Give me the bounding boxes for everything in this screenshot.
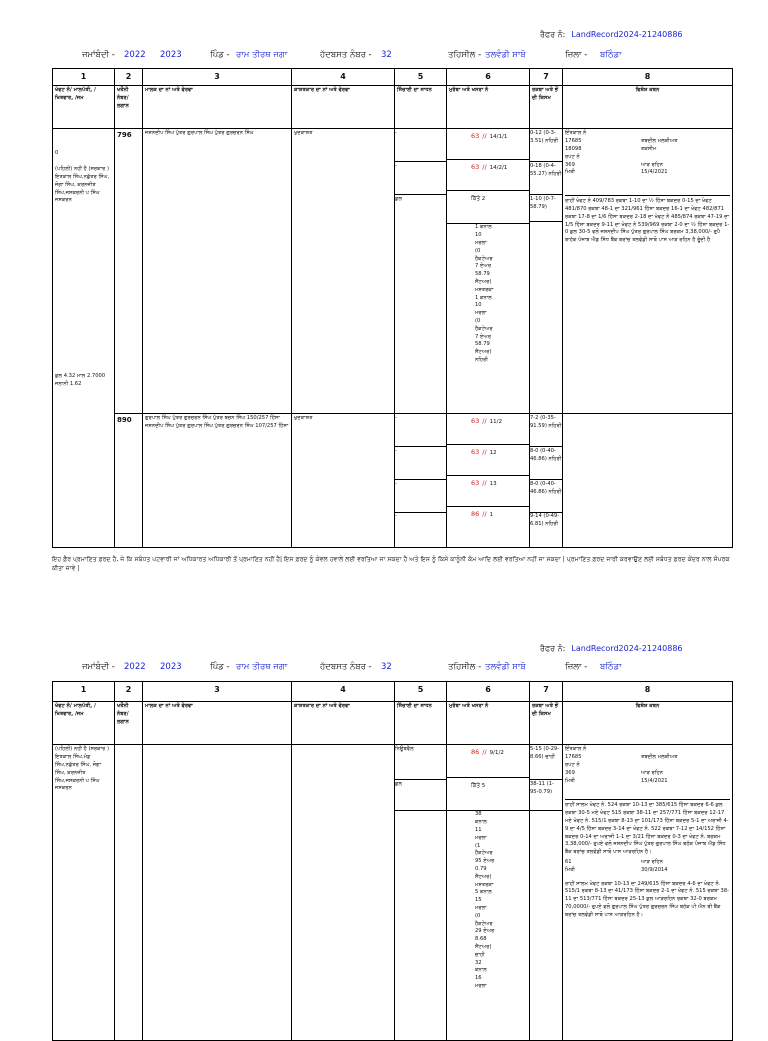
col-header-khewat: ਖੇਵਟ ਨੰ/ ਮਾਲਪੱਤੀ, /ਖਿਤਵਾਰ, /ਜਮ <box>53 86 115 129</box>
year-start: 2022 <box>124 50 146 60</box>
col-number: 4 <box>292 69 395 86</box>
khasra-number: 14/1/1 <box>489 134 508 141</box>
khatoni-cell <box>115 414 143 548</box>
khasra-entry: 63 // 14/2/1 <box>447 160 529 191</box>
remark-text: ਰਾਹੀਂ ਖੇਵਟ ਨੰ 409/783 ਰਕਬਾ 1-10 ਦਾ ½ ਹਿੱਸਾ ਬਕਦਰ 0-15 ਦਾ ਖੇਵਟ 481/870 ਰਕਬਾ 48-1 ਦਾ 321/961 ਹਿੱਸਾ ਬਕਦਰ 16-1 ਦਾ ਖੇਵਟ 482/871 ਰਕਬਾ 17-8 ਦਾ 1/6 ਹਿੱਸਾ ਬਕਦਰ 2-18 ਦਾ ਖੇਵਟ ਨੰ 485/874 ਰਕਬਾ 47-19 ਦਾ 1/5 ਹਿੱਸਾ ਬਕਦਰ 9-11 ਦਾ ਖੇਵਟ ਨੰ 539/969 ਰਕਬਾ 2-0 ਦਾ ½ ਹਿੱਸਾ ਬਕਦਰ 1-0 ਕੁਲ 30-5 ਵਲੋ ਜਸ਼ਨਦੀਪ ਸਿੰਘ ਪੁੱਤਰ ਗੁਰਪਾਲ ਸਿੰਘ ਬਰਕਮ 3,38,000/- ਰੁਪੈ ਬਾਹੱਕ ਪੰਜਾਬ ਐਂਡ ਸਿੰਧ ਬੈਂਕ ਬਰਾਂਚ ਤਲਵੰਡੀ ਸਾਬੋ ਪਾਸ ਆੜ ਰਹਿਨ ਹੈ ਰੂੰਦੀ ਹੈ <box>565 195 730 245</box>
col-number: 2 <box>115 69 143 86</box>
remarks-cell <box>563 414 733 548</box>
irrigation-value: ਕੁਲ <box>395 196 403 203</box>
col-number: 1 <box>53 69 115 86</box>
village-value: ਰਾਮ ਤੀਰਥ ਜਗਾ <box>236 50 288 60</box>
tenant-cell: ਖੁਦਕਾਸ਼ਤ <box>292 129 395 414</box>
disclaimer-note: ਇਹ ਫ਼ੈਰ ਪ੍ਰਮਾਣਿਤ ਫ਼ਰਦ ਹੈ, ਜੇ ਕਿ ਸਬੰਧਤ ਪਟਵਾਰੀ ਜਾਂ ਅਧਿਕਾਰਤ ਅਧਿਕਾਰੀ ਤੋਂ ਪ੍ਰਮਾਣਿਤ ਨਹੀਂ ਹੈ| ਇਸ ਫ਼ਰਦ ਨੂੰ ਕੇਵਲ ਹਵਾਲੇ ਲਈ ਵਰਤਿਆ ਜਾ ਸਕਦਾ ਹੈ ਅਤੇ ਇਸ ਨੂੰ ਕਿਸੇ ਕਾਨੂੰਨੀ ਕੰਮ ਆਦਿ ਲਈ ਵਰਤਿਆ ਨਹੀਂ ਜਾ ਸਕਦਾ | ਪ੍ਰਮਾਣਿਤ ਫ਼ਰਦ ਜਾਰੀ ਕਰਵਾਉਣ ਲਈ ਸਬੰਧਤ ਫ਼ਰਦ ਕੇਂਦਰ ਨਾਲ ਸੰਪਰਕ ਕੀਤਾ ਜਾਵੇ | <box>52 556 730 572</box>
reference-value: LandRecord2024-21240886 <box>571 30 683 39</box>
jamabandi-table-page1 <box>52 68 733 548</box>
area-summary: 38 ਕਨਾਲ 11 ਮਰਲਾ (1 ਹੈਕਟੇਅਰ 95 ਏਅਰ 0.79 ਸੈਂਟਅਰ) ਮਸ਼ਤਰਕਾ 5 ਕਨਾਲ 15 ਮਰਲਾ (0 ਹੈਕਟੇਅਰ 29 ਏਅਰ 8.68 ਸੈਂਟਅਰ) ਚਾਹੀ 32 ਕਨਾਲ 16 ਮਰਲਾ <box>475 811 495 989</box>
col-number: 7 <box>530 69 563 86</box>
khasra-entry: 63 // 14/1/1 <box>447 129 529 160</box>
village-label: ਪਿੰਡ - <box>210 50 230 60</box>
jamabandi-label: ਜਮਾਂਬੰਦੀ - <box>82 50 115 60</box>
irrigation-cell: ਨਿਊਬਵੈਲ ਕੁਲ <box>395 745 447 1041</box>
tehsil-value: ਤਲਵੰਡੀ ਸਾਬੋ <box>485 50 526 60</box>
tenant-cell: ਖੁਦਕਾਸ਼ਤ <box>292 414 395 548</box>
khatoni-cell <box>115 745 143 1041</box>
khasra-cell <box>447 129 530 414</box>
area-summary: 1 ਕਨਾਲ 10 ਮਰਲਾ (0 ਹੈਕਟੇਅਰ 7 ਏਅਰ 58.79 ਸੈਂਟਅਰ) ਮਸ਼ਤਰਕਾ 1 ਕਨਾਲ 10 ਮਰਲਾ (0 ਹੈਕਟੇਅਰ 7 ਏਅਰ 58.79 ਸੈਂਟਅਰ) ਨਹਿਰੀ <box>475 224 494 363</box>
khewat-total: ਕੁਲ 4.32 ਮਾਲ 2.7000 ਜਲਾਨੀ 1.62 <box>55 373 106 388</box>
khasra-cell: 63 // 11/2 63 // 12 63 // 13 86 // 1 <box>447 414 530 548</box>
murabba-number: 63 <box>471 132 480 141</box>
col-header-remarks: ਵਿਸ਼ੇਸ਼ ਕਥਨ <box>563 86 733 129</box>
year-end: 2023 <box>160 50 182 60</box>
hadbast-label: ਹੱਦਬਸਤ ਨੰਬਰ - <box>320 50 372 60</box>
khewat-cell <box>53 129 115 548</box>
owner-cell <box>143 745 292 1041</box>
khatoni-number: 890 <box>117 416 132 425</box>
jamabandi-table-page2: 1 2 3 4 5 6 7 8 ਖੇਵਟ ਨੰ/ ਮਾਲਪੱਤੀ, /ਖਿਤਵਾਰ, /ਜਮ ਖਤੌਨੀ ਨੰਬਰ/ ਲਗਾਨ ਮਾਲਕ ਦਾ ਨਾਂ ਅਤੇ ਵੇਰਵਾ ਕਾਸ਼ਤਕਾਰ ਦਾ ਨਾਂ ਅਤੇ ਵੇਰਵਾ ਸਿੰਚਾਈ ਦਾ ਸਾਧਨ ਮੁਰੱਬਾ ਅਤੇ ਖਸਰਾ ਨੰ ਰਕਬਾ ਅਤੇ ਭੋਂ ਦੀ ਕਿਸਮ ਵਿਸ਼ੇਸ਼ ਕਥਨ (ਪਹਿਲੀ) ਨਹੀਂ ਹੈ (ਸਰਕਾਰ ) ਇਤਕਾਲ ਸਿੰਘ,ਮੰਡ ਸਿੰਘ,ਨਛੱਤਰ ਸਿੰਘ, ਜੋਗਾ ਸਿੰਘ, ਕਰਨਜੀਤ ਸਿੰਘ,ਜਸਕਰਨੀ ਪ ਸਿੰਘ ਜਸਕਰਨ ਨਿਊਬਵੈਲ ਕੁਲ 86 // 9/1/2 ਕਿੱਤੇ 5 38 ਕਨਾਲ 11 ਮਰਲਾ (1 ਹੈਕਟੇਅਰ 95 ਏਅਰ 0.79 ਸੈਂਟਅਰ) ਮਸ਼ਤਰਕਾ 5 ਕਨਾਲ 15 ਮਰਲਾ (0 ਹੈਕਟੇਅਰ 29 ਏਅਰ 8.68 ਸੈਂਟਅਰ) ਚਾਹੀ 32 ਕਨਾਲ 16 ਮਰਲਾ 5-15 (0-29-8.66) ਚਾਹੀ 38-11 (1-95-0.79) ਇੰਤਕਾਲ ਨੰ 17685 ਤਬਦੀਲ ਮਲਕੀਅਤ ਰਪਟ ਨੰ 369 ਆੜ ਰਹਿਨ ਮਿਤੀ 15/4/2021 ਰਾਹੀਂ ਸਾਲਮ ਖੇਵਟ ਨੰ. 524 ਰਕਬਾ 10-13 ਦਾ 385/615 ਹਿੱਸਾ ਬਕਦਰ 6-6 ਕੁਲ ਰਕਬਾ 30-5 ਮਏ ਖੇਵਟ 515 ਰਕਬਾ 38-11 ਦਾ 257/771 ਹਿੱਸਾ ਬਕਦਰ 12-17 ਮਏ ਖੇਵਟ ਨੰ. 515/1 ਰਕਬਾ 8-13 ਦਾ 101/173 ਹਿੱਸਾ ਬਕਦਰ 5-1 ਦਾ ਅਰਾਜੀ 4-9 ਦਾ 4/5 ਹਿੱਸਾ ਬਕਦਰ 3-14 ਦਾ ਖੇਵਟ ਨੰ. 522 ਰਕਬਾ 7-12 ਦਾ 14/152 ਹਿੱਸਾ ਬਕਦਰ 0-14 ਦਾ ਅਰਾਜੀ 1-1 ਦਾ 3/21 ਹਿੱਸਾ ਬਕਦਰ 0-3 ਦਾ ਖੇਵਟ ਨੰ. ਬਰਕਮ 3,38,000/- ਰੁਪਏ ਵਲੋ ਜਸ਼ਨਦੀਪ ਸਿੰਘ ਪੁੱਤਰ ਗੁਰਪਾਲ ਸਿੰਘ ਬਹੱਕ ਪੰਜਾਬ ਐਂਡ ਸਿੰਧ ਬੈਂਕ ਬਰਾਂਚ ਤਲਵੰਡੀ ਸਾਬੋ ਪਾਸ ਆੜਰਹਿਨ ਹੈ। 61 ਆੜ ਰਹਿਨ ਮਿਤੀ 30/9/2014 ਰਾਹੀਂ ਸਾਲਮ ਖੇਵਟ ਰਕਬਾ 10-13 ਦਾ 249/615 ਹਿੱਸਾ ਬਕਦਰ 4-6 ਦਾ ਖੇਵਟ ਨੰ. 515/1 ਰਕਬਾ 8-13 ਦਾ 41/173 ਹਿੱਸਾ ਬਕਦਰ 2-1 ਦਾ ਖੇਵਟ ਨੰ. 515 ਰਕਬਾ 38-11 ਦਾ 513/771 ਹਿੱਸਾ ਬਕਦਰ 25-13 ਕੁਲ ਆੜਰਹਿਨ ਰਕਬਾ 32-0 ਬਰਕਮ 70,0000/- ਰੁਪਏ ਵਲੋ ਗੁਰਪਾਲ ਸਿੰਘ ਪੁੱਤਰ ਗੁਰਚਰਨ ਸਿੰਘ ਬਹੱਕ ਪੀ ਐਨ ਬੀ ਬੈਂਕ ਬਰਾਂਚ ਤਲਵੰਡੀ ਸਾਬੋ ਪਾਸ ਆੜਰਹਿਨ ਹੈ। <box>52 681 733 1041</box>
area-value: 1-10 (0-7-58.79) <box>530 195 562 222</box>
khewat-cell: (ਪਹਿਲੀ) ਨਹੀਂ ਹੈ (ਸਰਕਾਰ ) ਇਤਕਾਲ ਸਿੰਘ,ਮੰਡ ਸਿੰਘ,ਨਛੱਤਰ ਸਿੰਘ, ਜੋਗਾ ਸਿੰਘ, ਕਰਨਜੀਤ ਸਿੰਘ,ਜਸਕਰਨੀ ਪ ਸਿੰਘ ਜਸਕਰਨ <box>53 745 115 1041</box>
area-value: 0-18 (0-4-55.27) ਨਹਿਰੀ <box>530 162 562 195</box>
col-number: 5 <box>395 69 447 86</box>
khasra-number: 14/2/1 <box>489 165 508 172</box>
khewat-value: 0 <box>55 150 59 157</box>
area-cell: 7-2 (0-35-91.59) ਨਹਿਰੀ 8-0 (0-40-46.86) ਨਹਿਰੀ 8-0 (0-40-46.86) ਨਹਿਰੀ 9-14 (0-49-6.81) ਨਹਿਰੀ <box>530 414 563 548</box>
irrigation-value: - <box>395 129 446 162</box>
khewat-description: (ਪਹਿਲੀ) ਨਹੀਂ ਹੈ (ਸਰਕਾਰ ) ਇਤਕਾਲ ਸਿੰਘ,ਨਛੱਤਰ ਸਿੰਘ, ਜੋਗਾ ਸਿੰਘ, ਕਰਨਜੀਤ ਸਿੰਘ,ਜਸਕਰਨੀ ਪ ਸਿੰਘ ਜਸਕਰਨ <box>55 166 110 204</box>
owner-cell: ਗੁਰਪਾਲ ਸਿੰਘ ਪੁੱਤਰ ਗੁਰਚਰਨ ਸਿੰਘ ਪੁੱਤਰ ਬਚਨ ਸਿੰਘ 150/257 ਹਿੱਸਾ ਜਸ਼ਨਦੀਪ ਸਿੰਘ ਪੁੱਤਰ ਗੁਰਪਾਲ ਸਿੰਘ ਪੁੱਤਰ ਗੁਰਚਰਨ ਸਿੰਘ 107/257 ਹਿੱਸਾ <box>143 414 292 548</box>
hadbast-value: 32 <box>381 50 392 60</box>
district-label: ਜ਼ਿਲਾ - <box>565 50 588 60</box>
tehsil-label: ਤਹਿਸੀਲ - <box>448 50 482 60</box>
col-number: 6 <box>447 69 530 86</box>
area-cell: 5-15 (0-29-8.66) ਚਾਹੀ 38-11 (1-95-0.79) <box>530 745 563 1041</box>
remark-text: ਰਾਹੀਂ ਸਾਲਮ ਖੇਵਟ ਨੰ. 524 ਰਕਬਾ 10-13 ਦਾ 385/615 ਹਿੱਸਾ ਬਕਦਰ 6-6 ਕੁਲ ਰਕਬਾ 30-5 ਮਏ ਖੇਵਟ 515 ਰਕਬਾ 38-11 ਦਾ 257/771 ਹਿੱਸਾ ਬਕਦਰ 12-17 ਮਏ ਖੇਵਟ ਨੰ. 515/1 ਰਕਬਾ 8-13 ਦਾ 101/173 ਹਿੱਸਾ ਬਕਦਰ 5-1 ਦਾ ਅਰਾਜੀ 4-9 ਦਾ 4/5 ਹਿੱਸਾ ਬਕਦਰ 3-14 ਦਾ ਖੇਵਟ ਨੰ. 522 ਰਕਬਾ 7-12 ਦਾ 14/152 ਹਿੱਸਾ ਬਕਦਰ 0-14 ਦਾ ਅਰਾਜੀ 1-1 ਦਾ 3/21 ਹਿੱਸਾ ਬਕਦਰ 0-3 ਦਾ ਖੇਵਟ ਨੰ. ਬਰਕਮ 3,38,000/- ਰੁਪਏ ਵਲੋ ਜਸ਼ਨਦੀਪ ਸਿੰਘ ਪੁੱਤਰ ਗੁਰਪਾਲ ਸਿੰਘ ਬਹੱਕ ਪੰਜਾਬ ਐਂਡ ਸਿੰਧ ਬੈਂਕ ਬਰਾਂਚ ਤਲਵੰਡੀ ਸਾਬੋ ਪਾਸ ਆੜਰਹਿਨ ਹੈ। <box>565 799 730 857</box>
tenant-cell <box>292 745 395 1041</box>
reference-number: ਰੈਫਰ ਨੰ: LandRecord2024-21240886 <box>540 644 683 653</box>
col-number: 3 <box>143 69 292 86</box>
reference-number <box>540 30 683 40</box>
area-cell <box>530 129 563 414</box>
khatoni-number: 796 <box>117 131 132 140</box>
col-header-irrigation: ਸਿੰਚਾਈ ਦਾ ਸਾਧਨ <box>395 86 447 129</box>
col-header-khatoni: ਖਤੌਨੀ ਨੰਬਰ/ ਲਗਾਨ <box>115 86 143 129</box>
owner-cell: ਜਸ਼ਨਦੀਪ ਸਿੰਘ ਪੁੱਤਰ ਗੁਰਪਾਲ ਸਿੰਘ ਪੁੱਤਰ ਗੁਰਚਰਨ ਸਿੰਘ <box>143 129 292 414</box>
irrigation-value: - <box>395 162 446 195</box>
col-header-tenant: ਕਾਸ਼ਤਕਾਰ ਦਾ ਨਾਂ ਅਤੇ ਵੇਰਵਾ <box>292 86 395 129</box>
col-header-area: ਰਕਬਾ ਅਤੇ ਭੋਂ ਦੀ ਕਿਸਮ <box>530 86 563 129</box>
col-number: 8 <box>563 69 733 86</box>
murabba-number: 63 <box>471 163 480 172</box>
khasra-cell: 86 // 9/1/2 ਕਿੱਤੇ 5 38 ਕਨਾਲ 11 ਮਰਲਾ (1 ਹੈਕਟੇਅਰ 95 ਏਅਰ 0.79 ਸੈਂਟਅਰ) ਮਸ਼ਤਰਕਾ 5 ਕਨਾਲ 15 ਮਰਲਾ (0 ਹੈਕਟੇਅਰ 29 ਏਅਰ 8.68 ਸੈਂਟਅਰ) ਚਾਹੀ 32 ਕਨਾਲ 16 ਮਰਲਾ <box>447 745 530 1041</box>
khasra-total: ਕਿੱਤੇ 2 <box>471 196 486 203</box>
reference-label: ਰੈਫਰ ਨੰ: <box>540 30 566 39</box>
remark-text: ਰਾਹੀਂ ਸਾਲਮ ਖੇਵਟ ਰਕਬਾ 10-13 ਦਾ 249/615 ਹਿੱਸਾ ਬਕਦਰ 4-6 ਦਾ ਖੇਵਟ ਨੰ. 515/1 ਰਕਬਾ 8-13 ਦਾ 41/173 ਹਿੱਸਾ ਬਕਦਰ 2-1 ਦਾ ਖੇਵਟ ਨੰ. 515 ਰਕਬਾ 38-11 ਦਾ 513/771 ਹਿੱਸਾ ਬਕਦਰ 25-13 ਕੁਲ ਆੜਰਹਿਨ ਰਕਬਾ 32-0 ਬਰਕਮ 70,0000/- ਰੁਪਏ ਵਲੋ ਗੁਰਪਾਲ ਸਿੰਘ ਪੁੱਤਰ ਗੁਰਚਰਨ ਸਿੰਘ ਬਹੱਕ ਪੀ ਐਨ ਬੀ ਬੈਂਕ ਬਰਾਂਚ ਤਲਵੰਡੀ ਸਾਬੋ ਪਾਸ ਆੜਰਹਿਨ ਹੈ। <box>565 880 730 918</box>
col-header-owner: ਮਾਲਕ ਦਾ ਨਾਂ ਅਤੇ ਵੇਰਵਾ <box>143 86 292 129</box>
district-value: ਬਠਿੰਡਾ <box>600 50 622 60</box>
khatoni-cell <box>115 129 143 414</box>
area-value: 0-12 (0-3-3.51) ਨਹਿਰੀ <box>530 129 562 162</box>
irrigation-cell <box>395 129 447 414</box>
col-header-khasra: ਮੁਰੱਬਾ ਅਤੇ ਖਸਰਾ ਨੰ <box>447 86 530 129</box>
khasra-entry <box>447 191 529 224</box>
remarks-cell: ਇੰਤਕਾਲ ਨੰ 17685 ਤਬਦੀਲ ਮਲਕੀਅਤ ਰਪਟ ਨੰ 369 ਆੜ ਰਹਿਨ ਮਿਤੀ 15/4/2021 ਰਾਹੀਂ ਸਾਲਮ ਖੇਵਟ ਨੰ. 524 ਰਕਬਾ 10-13 ਦਾ 385/615 ਹਿੱਸਾ ਬਕਦਰ 6-6 ਕੁਲ ਰਕਬਾ 30-5 ਮਏ ਖੇਵਟ 515 ਰਕਬਾ 38-11 ਦਾ 257/771 ਹਿੱਸਾ ਬਕਦਰ 12-17 ਮਏ ਖੇਵਟ ਨੰ. 515/1 ਰਕਬਾ 8-13 ਦਾ 101/173 ਹਿੱਸਾ ਬਕਦਰ 5-1 ਦਾ ਅਰਾਜੀ 4-9 ਦਾ 4/5 ਹਿੱਸਾ ਬਕਦਰ 3-14 ਦਾ ਖੇਵਟ ਨੰ. 522 ਰਕਬਾ 7-12 ਦਾ 14/152 ਹਿੱਸਾ ਬਕਦਰ 0-14 ਦਾ ਅਰਾਜੀ 1-1 ਦਾ 3/21 ਹਿੱਸਾ ਬਕਦਰ 0-3 ਦਾ ਖੇਵਟ ਨੰ. ਬਰਕਮ 3,38,000/- ਰੁਪਏ ਵਲੋ ਜਸ਼ਨਦੀਪ ਸਿੰਘ ਪੁੱਤਰ ਗੁਰਪਾਲ ਸਿੰਘ ਬਹੱਕ ਪੰਜਾਬ ਐਂਡ ਸਿੰਧ ਬੈਂਕ ਬਰਾਂਚ ਤਲਵੰਡੀ ਸਾਬੋ ਪਾਸ ਆੜਰਹਿਨ ਹੈ। 61 ਆੜ ਰਹਿਨ ਮਿਤੀ 30/9/2014 ਰਾਹੀਂ ਸਾਲਮ ਖੇਵਟ ਰਕਬਾ 10-13 ਦਾ 249/615 ਹਿੱਸਾ ਬਕਦਰ 4-6 ਦਾ ਖੇਵਟ ਨੰ. 515/1 ਰਕਬਾ 8-13 ਦਾ 41/173 ਹਿੱਸਾ ਬਕਦਰ 2-1 ਦਾ ਖੇਵਟ ਨੰ. 515 ਰਕਬਾ 38-11 ਦਾ 513/771 ਹਿੱਸਾ ਬਕਦਰ 25-13 ਕੁਲ ਆੜਰਹਿਨ ਰਕਬਾ 32-0 ਬਰਕਮ 70,0000/- ਰੁਪਏ ਵਲੋ ਗੁਰਪਾਲ ਸਿੰਘ ਪੁੱਤਰ ਗੁਰਚਰਨ ਸਿੰਘ ਬਹੱਕ ਪੀ ਐਨ ਬੀ ਬੈਂਕ ਬਰਾਂਚ ਤਲਵੰਡੀ ਸਾਬੋ ਪਾਸ ਆੜਰਹਿਨ ਹੈ। <box>563 745 733 1041</box>
remarks-cell: ਇੰਤਕਾਲ ਨੰ 17685 ਤਬਦੀਲ ਮਲਕੀਅਤ 18098 ਤਕਸੀਮ ਰਪਟ ਨੰ 369 ਆੜ ਰਹਿਨ ਮਿਤੀ 15/4/2021 ਰਾਹੀਂ ਖੇਵਟ ਨੰ 409/783 ਰਕਬਾ 1-10 ਦਾ ½ ਹਿੱਸਾ ਬਕਦਰ 0-15 ਦਾ ਖੇਵਟ 481/870 ਰਕਬਾ 48-1 ਦਾ 321/961 ਹਿੱਸਾ ਬਕਦਰ 16-1 ਦਾ ਖੇਵਟ 482/871 ਰਕਬਾ 17-8 ਦਾ 1/6 ਹਿੱਸਾ ਬਕਦਰ 2-18 ਦਾ ਖੇਵਟ ਨੰ 485/874 ਰਕਬਾ 47-19 ਦਾ 1/5 ਹਿੱਸਾ ਬਕਦਰ 9-11 ਦਾ ਖੇਵਟ ਨੰ 539/969 ਰਕਬਾ 2-0 ਦਾ ½ ਹਿੱਸਾ ਬਕਦਰ 1-0 ਕੁਲ 30-5 ਵਲੋ ਜਸ਼ਨਦੀਪ ਸਿੰਘ ਪੁੱਤਰ ਗੁਰਪਾਲ ਸਿੰਘ ਬਰਕਮ 3,38,000/- ਰੁਪੈ ਬਾਹੱਕ ਪੰਜਾਬ ਐਂਡ ਸਿੰਧ ਬੈਂਕ ਬਰਾਂਚ ਤਲਵੰਡੀ ਸਾਬੋ ਪਾਸ ਆੜ ਰਹਿਨ ਹੈ ਰੂੰਦੀ ਹੈ <box>563 129 733 414</box>
irrigation-cell: - - - - <box>395 414 447 548</box>
